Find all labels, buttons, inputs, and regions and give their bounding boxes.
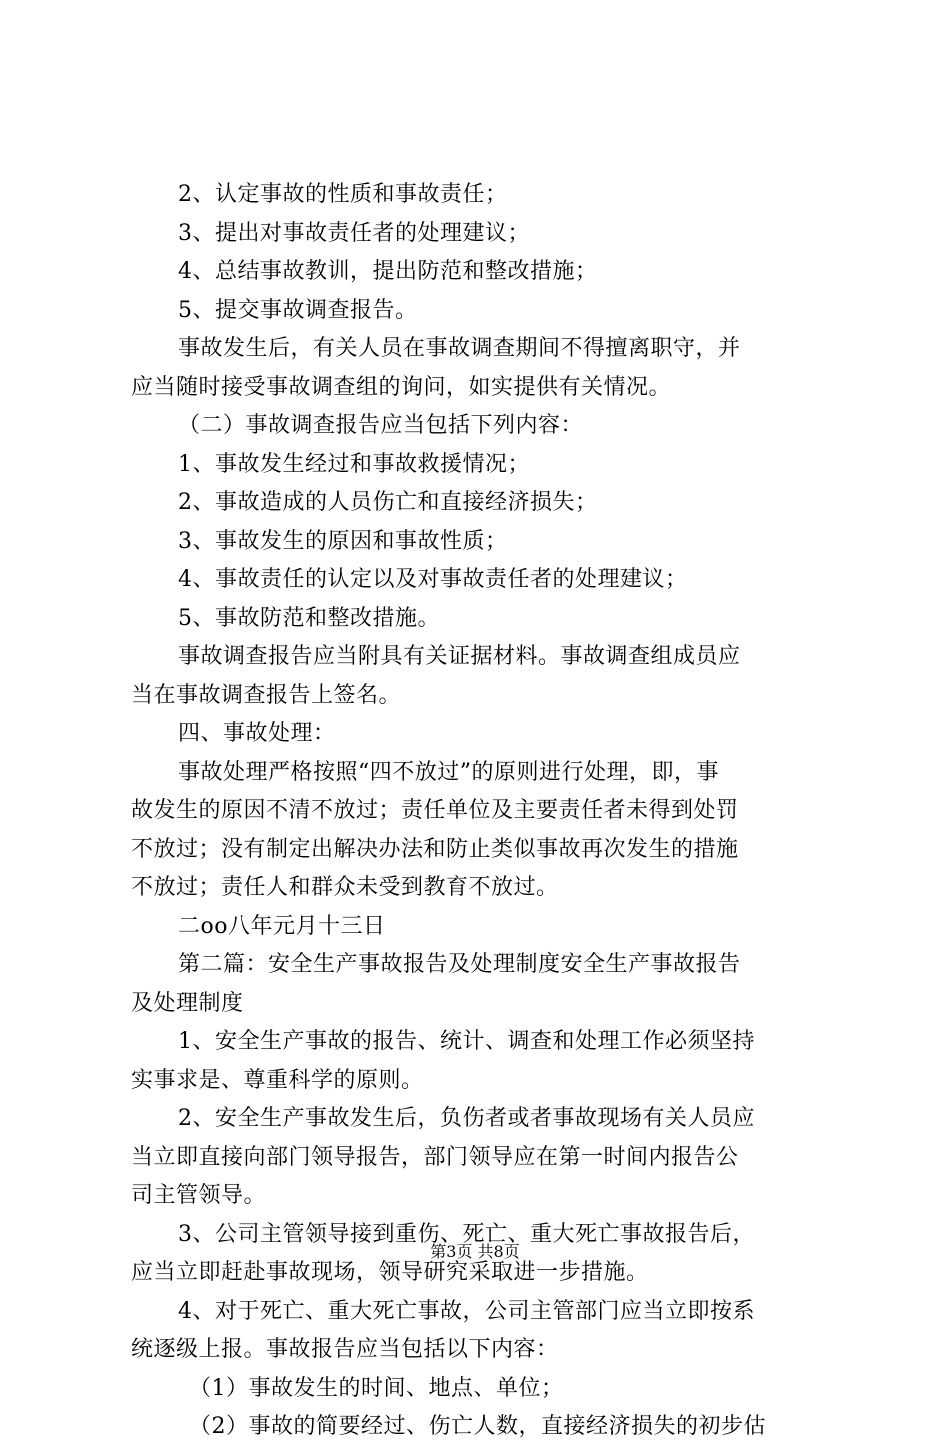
text-line: 及处理制度 <box>131 990 244 1016</box>
text-line: 事故处理严格按照“四不放过”的原则进行处理，即，事 <box>178 759 719 785</box>
text-line: 当立即直接向部门领导报告，部门领导应在第一时间内报告公 <box>131 1144 739 1170</box>
text-line: 不放过；责任人和群众未受到教育不放过。 <box>131 875 559 900</box>
text-line: 2、安全生产事故发生后，负伤者或者事故现场有关人员应 <box>178 1106 755 1131</box>
text-line: 3、公司主管领导接到重伤、死亡、重大死亡事故报告后， <box>178 1221 755 1247</box>
text-line: （二）事故调查报告应当包括下列内容： <box>178 413 584 438</box>
text-line: 统逐级上报。事故报告应当包括以下内容： <box>131 1337 559 1362</box>
text-line: 3、提出对事故责任者的处理建议； <box>178 220 530 246</box>
text-line: 事故调查报告应当附具有关证据材料。事故调查组成员应 <box>178 644 741 669</box>
text-line: 3、事故发生的原因和事故性质； <box>178 528 508 554</box>
text-line: 第二篇：安全生产事故报告及处理制度安全生产事故报告 <box>178 952 741 977</box>
page-footer: 第3页 共8页 <box>430 1242 520 1261</box>
text-line: （2）事故的简要经过、伤亡人数，直接经济损失的初步估 <box>189 1414 766 1439</box>
text-line: 2、事故造成的人员伤亡和直接经济损失； <box>178 490 598 515</box>
text-line: 5、事故防范和整改措施。 <box>178 605 440 631</box>
text-line: 二oo八年元月十三日 <box>178 913 386 939</box>
text-line: 2、认定事故的性质和事故责任； <box>178 182 508 207</box>
text-line: 事故发生后，有关人员在事故调查期间不得擅离职守，并 <box>178 336 741 361</box>
text-line: 故发生的原因不清不放过；责任单位及主要责任者未得到处罚 <box>131 798 739 823</box>
text-line: （1）事故发生的时间、地点、单位； <box>189 1375 564 1401</box>
text-line: 四、事故处理： <box>178 721 336 746</box>
text-line: 1、安全生产事故的报告、统计、调查和处理工作必须坚持 <box>178 1029 755 1054</box>
text-line: 1、事故发生经过和事故救援情况； <box>178 451 530 477</box>
text-line: 司主管领导。 <box>131 1183 267 1208</box>
text-line: 应当立即赶赴事故现场，领导研究采取进一步措施。 <box>131 1260 649 1285</box>
text-line: 应当随时接受事故调查组的询问，如实提供有关情况。 <box>131 374 672 400</box>
text-line: 4、事故责任的认定以及对事故责任者的处理建议； <box>178 567 688 592</box>
text-line: 4、总结事故教训，提出防范和整改措施； <box>178 259 598 284</box>
text-line: 不放过；没有制定出解决办法和防止类似事故再次发生的措施 <box>131 836 739 862</box>
text-line: 5、提交事故调查报告。 <box>178 297 418 323</box>
text-line: 4、对于死亡、重大死亡事故，公司主管部门应当立即按系 <box>178 1298 755 1324</box>
text-line: 当在事故调查报告上签名。 <box>131 682 402 708</box>
text-line: 实事求是、尊重科学的原则。 <box>131 1067 424 1093</box>
